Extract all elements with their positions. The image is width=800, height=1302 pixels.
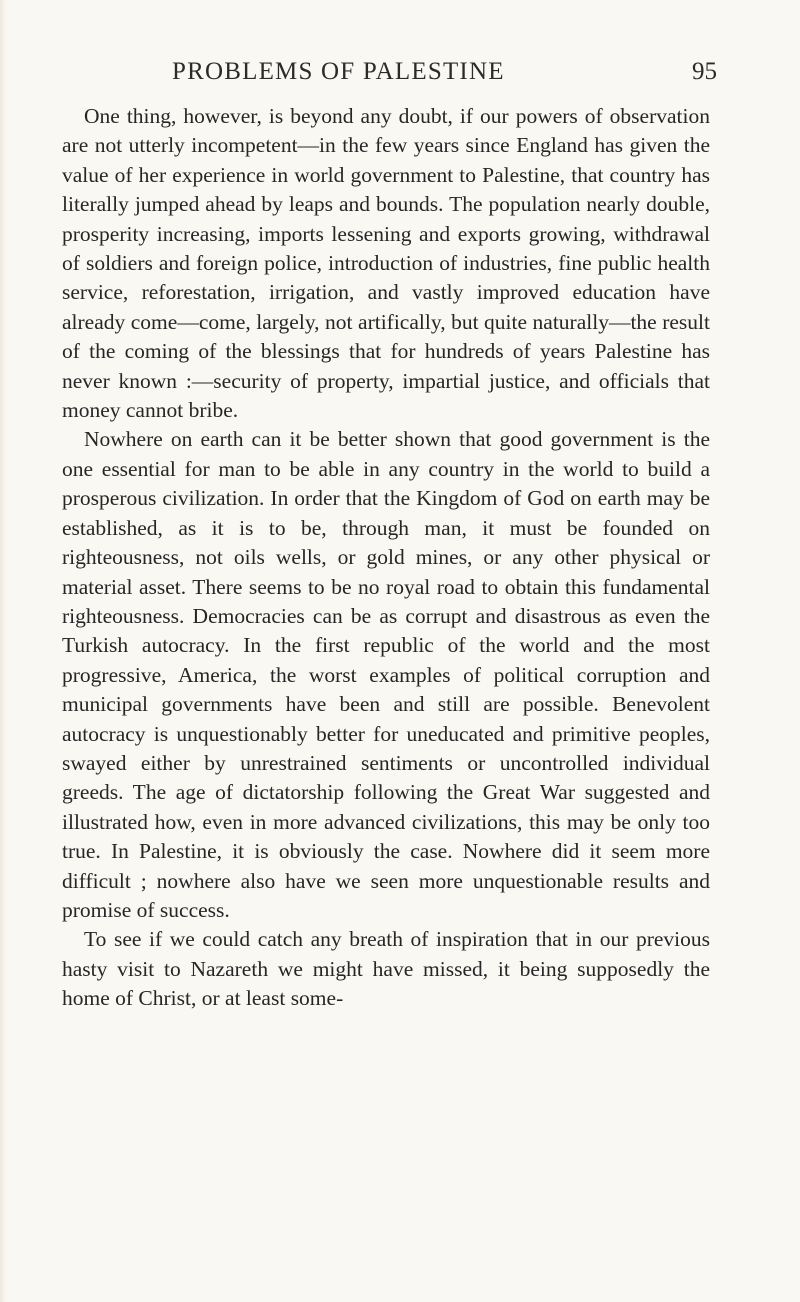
body-text — [62, 102, 710, 1014]
page-number: 95 — [692, 58, 717, 85]
paragraph-1: One thing, however, is beyond any doubt, if our powers of observation are not utterly incompetent—in the few years since England has given the value of her experience in world government to Palestine, that country has literally jumped ahead by leaps and bounds. The population nearly double, prosperity increasing, imports lessening and exports growing, withdrawal of soldiers and foreign police, introduction of industries, fine public health service, reforestation, irrigation, and vastly improved education have already come—come, largely, not artifically, but quite naturally—the result of the coming of the blessings that for hundreds of years Palestine has never known :—security of property, impartial justice, and officials that money cannot bribe. — [62, 104, 710, 423]
paragraph-2: Nowhere on earth can it be better shown that good government is the one essential for man to be able in any country in the world to build a prosperous civilization. In order that the Kingdom of God on earth may be established, as it is to be, through man, it must be founded on righteousness, not oils wells, or gold mines, or any other physical or material asset. There seems to be no royal road to obtain this fundamental righteousness. Democracies can be as corrupt and disastrous as even the Turkish autocracy. In the first republic of the world and the most progressive, America, the worst examples of political corruption and municipal governments have been and still are possible. Benevolent autocracy is unquestionably better for uneducated and primitive peoples, swayed either by unrestrained sentiments or uncontrolled individual greeds. The age of dictatorship following the Great War suggested and illustrated how, even in more advanced civilizations, this may be only too true. In Palestine, it is obviously the case. Nowhere did it seem more difficult ; nowhere also have we seen more unquestionable results and promise of success. — [62, 427, 710, 922]
running-head — [0, 58, 800, 90]
running-title: PROBLEMS OF PALESTINE — [172, 58, 505, 85]
paragraph-3: To see if we could catch any breath of inspiration that in our previous hasty visit to Nazareth we might have missed, it being supposedly the home of Christ, or at least some- — [62, 927, 710, 1011]
page-gutter-shadow — [0, 0, 6, 1302]
